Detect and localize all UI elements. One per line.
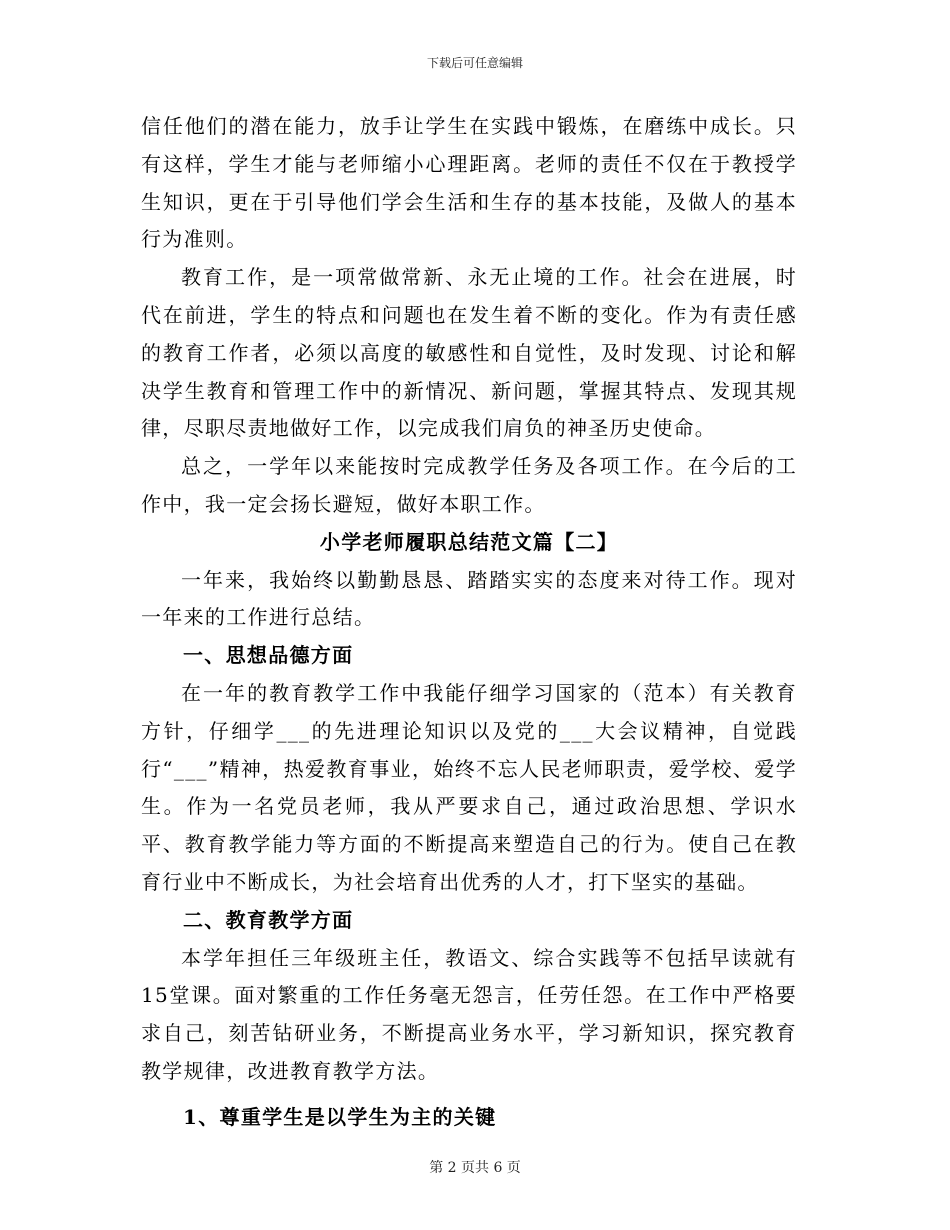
paragraph: 一年来，我始终以勤勤恳恳、踏踏实实的态度来对待工作。现对一年来的工作进行总结。 bbox=[141, 567, 797, 630]
paragraph: 在一年的教育教学工作中我能仔细学习国家的（范本）有关教育方针，仔细学___的先进理论知识以及党的___大会议精神，自觉践行“___”精神，热爱教育事业，始终不忘人民老师职责，爱学校、爱学生。作为一名党员老师，我从严要求自己，通过政治思想、学识水平、教育教学能力等方面的不断提高来塑造自己的行为。使自己在教育行业中不断成长，为社会培育出优秀的人才，打下坚实的基础。 bbox=[141, 680, 797, 894]
section-title: 小学老师履职总结范文篇【二】 bbox=[319, 529, 619, 554]
page-footer: 第 2 页共 6 页 bbox=[429, 1160, 521, 1176]
paragraph: 本学年担任三年级班主任，教语文、综合实践等不包括早读就有15堂课。面对繁重的工作任务毫无怨言，任劳任怨。在工作中严格要求自己，刻苦钻研业务，不断提高业务水平，学习新知识，探究教育教学规律，改进教育教学方法。 bbox=[141, 945, 797, 1083]
paragraph: 总之，一学年以来能按时完成教学任务及各项工作。在今后的工作中，我一定会扬长避短，做好本职工作。 bbox=[141, 454, 797, 516]
subsection-heading: 1、尊重学生是以学生为主的关键 bbox=[183, 1104, 497, 1129]
document-body bbox=[141, 108, 797, 1137]
section-heading: 一、思想品德方面 bbox=[183, 643, 354, 668]
paragraph-continuation: 信任他们的潜在能力，放手让学生在实践中锻炼，在磨练中成长。只有这样，学生才能与老师缩小心理距离。老师的责任不仅在于教授学生知识，更在于引导他们学会生活和生存的基本技能，及做人的基本行为准则。 bbox=[141, 114, 797, 252]
paragraph: 教育工作，是一项常做常新、永无止境的工作。社会在进展，时代在前进，学生的特点和问题也在发生着不断的变化。作为有责任感的教育工作者，必须以高度的敏感性和自觉性，及时发现、讨论和解决学生教育和管理工作中的新情况、新问题，掌握其特点、发现其规律，尽职尽责地做好工作，以完成我们肩负的神圣历史使命。 bbox=[141, 265, 797, 441]
section-heading: 二、教育教学方面 bbox=[183, 907, 354, 932]
page-header: 下载后可任意编辑 bbox=[426, 56, 523, 70]
